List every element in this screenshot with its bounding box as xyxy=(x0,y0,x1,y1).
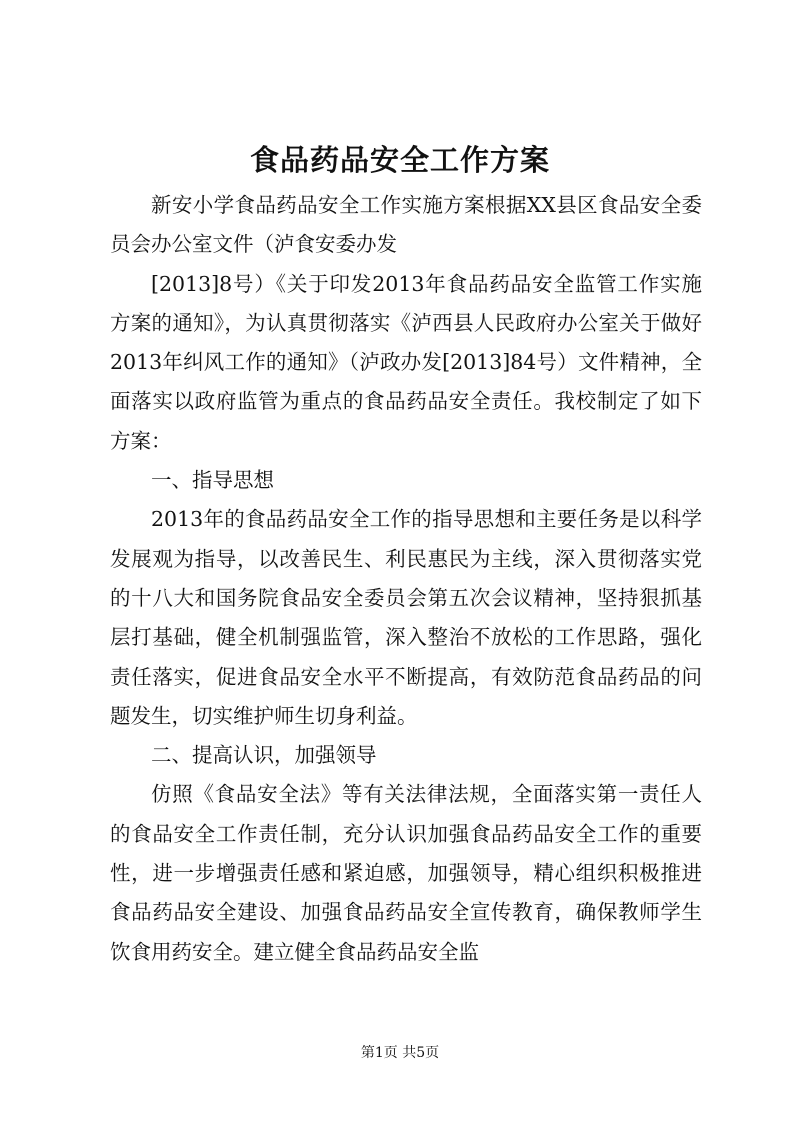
paragraph-guiding-ideology: 2013年的食品药品安全工作的指导思想和主要任务是以科学发展观为指导，以改善民生、利民惠民为主线，深入贯彻落实党的十八大和国务院食品安全委员会第五次会议精神，坚持狠抓基层打基础，健全机制强监管，深入整治不放松的工作思路，强化责任落实，促进食品安全水平不断提高，有效防范食品药品的问题发生，切实维护师生切身利益。 xyxy=(110,507,702,728)
page-number-footer: 第1页 共5页 xyxy=(360,1045,440,1061)
paragraph-leadership: 仿照《食品安全法》等有关法律法规，全面落实第一责任人的食品安全工作责任制，充分认识加强食品药品安全工作的重要性，进一步增强责任感和紧迫感，加强领导，精心组织积极推进食品药品安全建设、加强食品药品安全宣传教育，确保教师学生饮食用药安全。建立健全食品药品安全监 xyxy=(110,782,702,964)
section-heading-guiding-ideology: 一、指导思想 xyxy=(151,468,274,493)
paragraph-notice: [2013]8号）《关于印发2013年食品药品安全监管工作实施方案的通知》，为认真贯彻落实《泸西县人民政府办公室关于做好2013年纠风工作的通知》（泸政办发[2013]84号）文件精神，全面落实以政府监管为重点的食品药品安全责任。我校制定了如下方案： xyxy=(110,271,702,453)
section-heading-leadership: 二、提高认识，加强领导 xyxy=(151,743,377,768)
document-body xyxy=(110,186,702,972)
document-title: 食品药品安全工作方案 xyxy=(249,143,550,177)
paragraph-intro: 新安小学食品药品安全工作实施方案根据XX县区食品安全委员会办公室文件（泸食安委办发 xyxy=(110,193,702,257)
